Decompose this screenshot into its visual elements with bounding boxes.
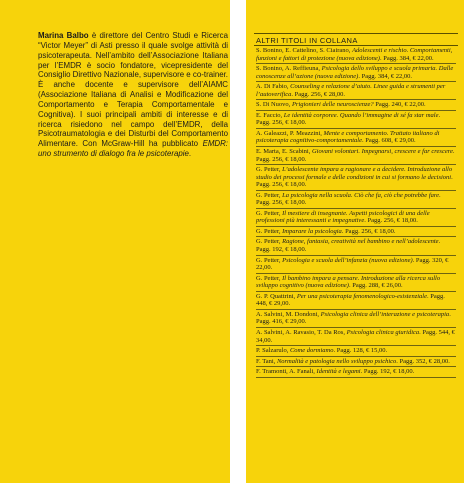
- entry-title: Normalità e patologia nello sviluppo psichico: [276, 357, 397, 365]
- list-item: [256, 46, 456, 64]
- list-item: [256, 209, 456, 227]
- catalog-list: [256, 46, 456, 378]
- entry-authors: F. Tani,: [256, 357, 277, 365]
- entry-details: . Pagg. 416, € 29,00.: [256, 310, 451, 326]
- entry-authors: A. Galeazzi, P. Meazzini,: [256, 129, 324, 137]
- author-bio: [38, 31, 228, 159]
- list-item: [256, 191, 456, 209]
- entry-authors: A. Di Fabio,: [256, 83, 291, 91]
- entry-details: . Pagg. 256, € 18,00.: [341, 227, 396, 235]
- list-item: [256, 82, 456, 100]
- entry-authors: G. Petter,: [256, 209, 283, 217]
- entry-title: Il bambino impara a pensare. Introduzione alla ricerca sullo sviluppo cognitivo (nuova edizione): [256, 274, 441, 290]
- entry-authors: S. Di Nuovo,: [256, 101, 292, 109]
- entry-title: Psicologia clinica giuridica: [346, 328, 420, 336]
- entry-details: . Pagg. 288, € 26,00.: [348, 282, 403, 290]
- entry-details: . Pagg. 544, € 34,00.: [256, 328, 455, 344]
- bio-end: .: [188, 149, 192, 159]
- cover-gutter: [230, 0, 246, 483]
- author-name: Marina Balbo: [38, 31, 89, 40]
- entry-authors: G. Petter,: [256, 227, 283, 235]
- entry-authors: G. Petter,: [256, 191, 283, 199]
- list-item: [256, 256, 456, 274]
- entry-details: . Pagg. 256, € 18,00.: [256, 173, 453, 189]
- entry-details: . Pagg. 256, € 18,00.: [256, 111, 441, 127]
- bio-text: è direttore del Centro Studi e Ricerca “Victor Meyer” di Asti presso il quale svolge attività di psicoterapeuta. Nell’ambito dell’Associazione Italiana per l’EMDR è socio fondatore, vicepresidente del Consiglio Direttivo Nazionale, supervisore e co-trainer. È anche docente e supervisore dell’AIAMC (Associazione Italiana di Analisi e Modificazione del Comportamento e Terapia Comportamentale e Cognitiva). I suoi principali ambiti di interesse e di ricerca risiedono nel campo dell’EMDR, della Psicotraumatologia e dei Disturbi del Comportamento Alimentare. Con McGraw-Hill ha pubblicato: [38, 31, 229, 149]
- entry-authors: E. Marta, E. Scabini,: [256, 148, 312, 156]
- entry-details: . Pagg. 256, € 18,00.: [364, 217, 418, 225]
- entry-details: . Pagg. 256, € 18,00.: [256, 191, 441, 207]
- entry-details: . Pagg. 192, € 18,00.: [360, 368, 415, 376]
- list-item: [256, 310, 456, 328]
- entry-authors: F. Tramonti, A. Fanali,: [256, 368, 317, 376]
- entry-authors: G. Petter,: [256, 274, 283, 282]
- entry-authors: S. Bonino, E. Cattelino, S. Ciairano,: [256, 47, 353, 54]
- entry-title: Psicologia clinica dell’interazione e psicoterapia: [320, 310, 450, 318]
- entry-authors: S. Bonino, A. Reffieuna,: [256, 65, 322, 73]
- entry-title: Adolescenti e rischio. Comportamenti, funzioni e fattori di protezione (nuova edizione): [256, 47, 453, 62]
- series-title: ALTRI TITOLI IN COLLANA: [256, 36, 358, 45]
- entry-title: Come dormiamo: [289, 347, 334, 355]
- entry-authors: G. P. Quattrini,: [256, 292, 297, 300]
- entry-title: Giovani volontari. Impegnarsi, crescere e far crescere: [311, 148, 453, 156]
- entry-authors: G. Petter,: [256, 256, 283, 264]
- entry-details: . Pagg. 608, € 29,00.: [361, 137, 416, 145]
- top-rule: [254, 33, 458, 34]
- entry-title: Ragione, fantasia, creatività nel bambino e nell’adolescente: [282, 238, 439, 246]
- list-item: [256, 237, 456, 255]
- entry-authors: E. Faccio,: [256, 111, 284, 119]
- entry-details: . Pagg. 448, € 29,00.: [256, 292, 445, 308]
- entry-title: La psicologia nella scuola. Ciò che fa, ciò che potrebbe fare: [282, 191, 440, 199]
- list-item: [256, 165, 456, 191]
- list-item: [256, 292, 456, 310]
- list-item: [256, 367, 456, 378]
- entry-details: Pagg. 240, € 22,00.: [373, 101, 426, 109]
- entry-title: Per una psicoterapia fenomenologico-esistenziale: [296, 292, 427, 300]
- entry-title: Psicologia e scuola dell’infanzia (nuova edizione): [282, 256, 413, 264]
- list-item: [256, 100, 456, 111]
- entry-title: Mente e comportamento. Trattato italiano di psicoterapia cognitivo-comportamentale: [256, 129, 440, 145]
- list-item: [256, 357, 456, 368]
- entry-title: Psicologia dello sviluppo e scuola primaria. Dalle conoscenze all’azione (nuova edizione): [256, 65, 454, 80]
- entry-details: . Pagg. 384, € 22,00.: [358, 72, 412, 80]
- list-item: [256, 328, 456, 346]
- entry-authors: A. Salvini, A. Ravasio, T. Da Ros,: [256, 328, 347, 336]
- entry-details: . Pagg. 256, € 18,00.: [256, 148, 455, 163]
- entry-title: L’adolescente impara a ragionare e a decidere. Introduzione allo studio dei processi formale e delle condizioni in cui si formano le decisioni: [256, 166, 453, 181]
- entry-details: . Pagg. 256, € 28,00.: [291, 90, 346, 98]
- entry-details: . Pagg. 384, € 22,00.: [379, 54, 434, 62]
- entry-title: Counseling e relazione d’aiuto. Linee guida e strumenti per l’autoverifica: [256, 83, 446, 98]
- entry-authors: G. Petter,: [256, 166, 283, 174]
- entry-title: Le identità corporee. Quando l’immagine di sé fa star male: [283, 111, 439, 119]
- entry-authors: P. Salzarulo,: [256, 347, 290, 355]
- entry-title: Imparare la psicologia: [282, 227, 342, 235]
- list-item: [256, 64, 456, 82]
- list-item: [256, 274, 456, 292]
- entry-details: . Pagg. 128, € 15,00.: [333, 347, 388, 355]
- entry-details: . Pagg. 192, € 18,00.: [256, 238, 441, 254]
- entry-details: . Pagg. 352, € 28,00.: [396, 357, 450, 365]
- list-item: [256, 227, 456, 238]
- list-item: [256, 129, 456, 147]
- entry-authors: A. Salvini, M. Dondoni,: [256, 310, 321, 318]
- entry-details: . Pagg. 320, € 22,00.: [256, 256, 449, 272]
- entry-title: Prigionieri delle neuroscienze?: [291, 101, 374, 109]
- book-title: EMDR: uno strumento di dialogo fra le psicoterapie: [38, 139, 228, 159]
- entry-title: Identità e legami: [316, 368, 361, 376]
- entry-authors: G. Petter,: [256, 238, 283, 246]
- entry-title: Il mestiere di insegnante. Aspetti psicologici di una delle professioni più interessanti e impegnative: [256, 209, 430, 225]
- list-item: [256, 147, 456, 165]
- list-item: [256, 111, 456, 129]
- list-item: [256, 346, 456, 357]
